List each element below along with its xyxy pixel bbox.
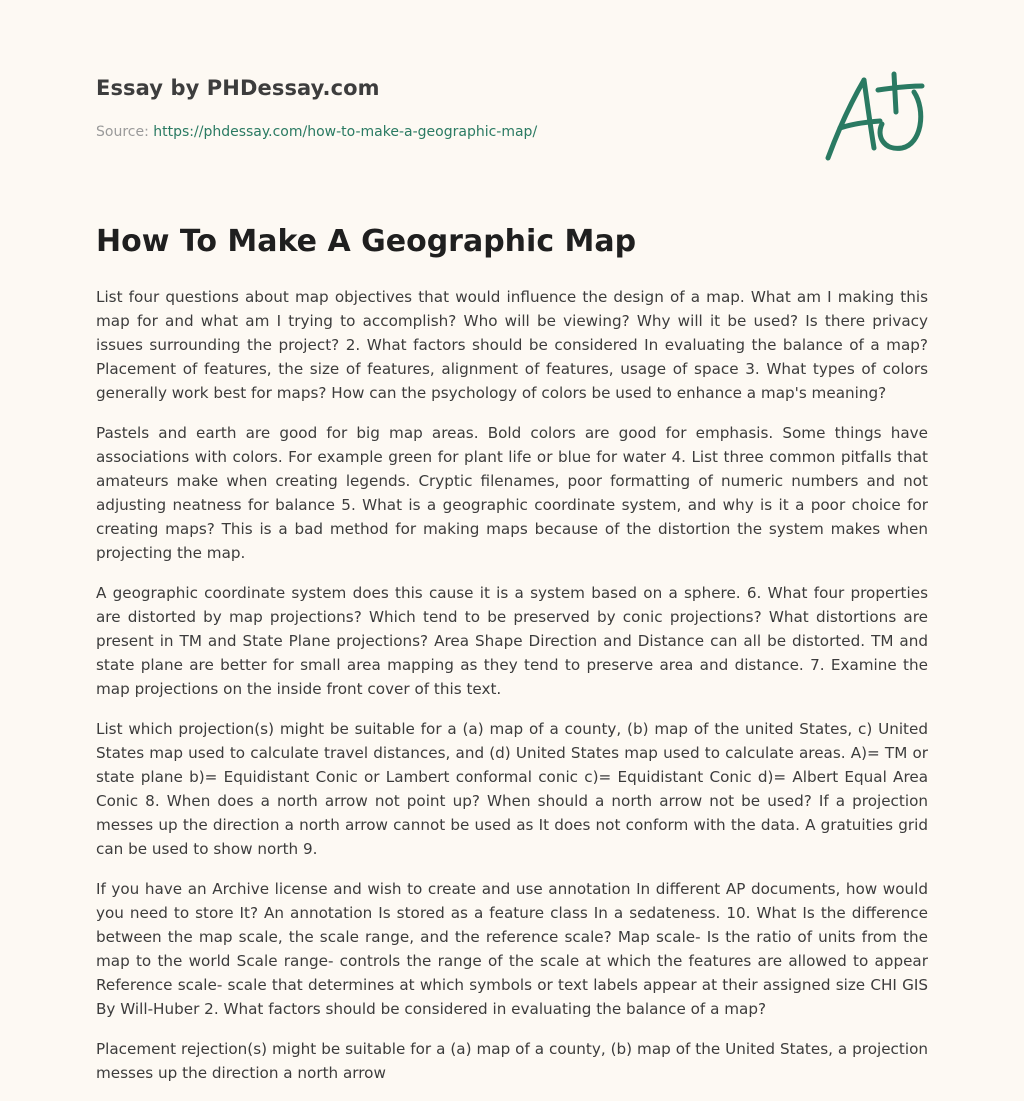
a-plus-logo-icon xyxy=(818,66,930,166)
essay-body xyxy=(96,285,928,1101)
source-line xyxy=(96,124,537,140)
brand-title: Essay by PHDessay.com xyxy=(96,76,380,100)
essay-title: How To Make A Geographic Map xyxy=(96,224,637,259)
paragraph: Pastels and earth are good for big map areas. Bold colors are good for emphasis. Some things have associations with colors. For example green for plant life or blue for water 4. List three common pitfalls that amateurs make when creating legends. Cryptic filenames, poor formatting of numeric numbers and not adjusting neatness for balance 5. What is a geographic coordinate system, and why is it a poor choice for creating maps? This is a bad method for making maps because of the distortion the system makes when projecting the map. xyxy=(96,424,928,562)
source-label: Source: xyxy=(96,124,154,140)
paragraph: List four questions about map objectives that would influence the design of a map. What am I making this map for and what am I trying to accomplish? Who will be viewing? Why will it be used? Is there privacy issues surrounding the project? 2. What factors should be considered In evaluating the balance of a map? Placement of features, the size of features, alignment of features, usage of space 3. What types of colors generally work best for maps? How can the psychology of colors be used to enhance a map's meaning? xyxy=(96,288,928,402)
paragraph: A geographic coordinate system does this cause it is a system based on a sphere. 6. What four properties are distorted by map projections? Which tend to be preserved by conic projections? What distortions are present in TM and State Plane projections? Area Shape Direction and Distance can all be distorted. TM and state plane are better for small area mapping as they tend to preserve area and distance. 7. Examine the map projections on the inside front cover of this text. xyxy=(96,584,928,698)
paragraph: List which projection(s) might be suitable for a (a) map of a county, (b) map of the united States, c) United States map used to calculate travel distances, and (d) United States map used to calculate areas. A)= TM or state plane b)= Equidistant Conic or Lambert conformal conic c)= Equidistant Conic d)= Albert Equal Area Conic 8. When does a north arrow not point up? When should a north arrow not be used? If a projection messes up the direction a north arrow cannot be used as It does not conform with the data. A gratuities grid can be used to show north 9. xyxy=(96,720,928,858)
source-link[interactable]: https://phdessay.com/how-to-make-a-geographic-map/ xyxy=(153,124,538,140)
paragraph: Placement rejection(s) might be suitable for a (a) map of a county, (b) map of the United States, a projection messes up the direction a north arrow xyxy=(96,1040,928,1082)
paragraph: If you have an Archive license and wish to create and use annotation In different AP documents, how would you need to store It? An annotation Is stored as a feature class In a sedateness. 10. What Is the difference between the map scale, the scale range, and the reference scale? Map scale- Is the ratio of units from the map to the world Scale range- controls the range of the scale at which the features are allowed to appear Reference scale- scale that determines at which symbols or text labels appear at their assigned size CHI GIS By Will-Huber 2. What factors should be considered in evaluating the balance of a map? xyxy=(96,880,928,1018)
